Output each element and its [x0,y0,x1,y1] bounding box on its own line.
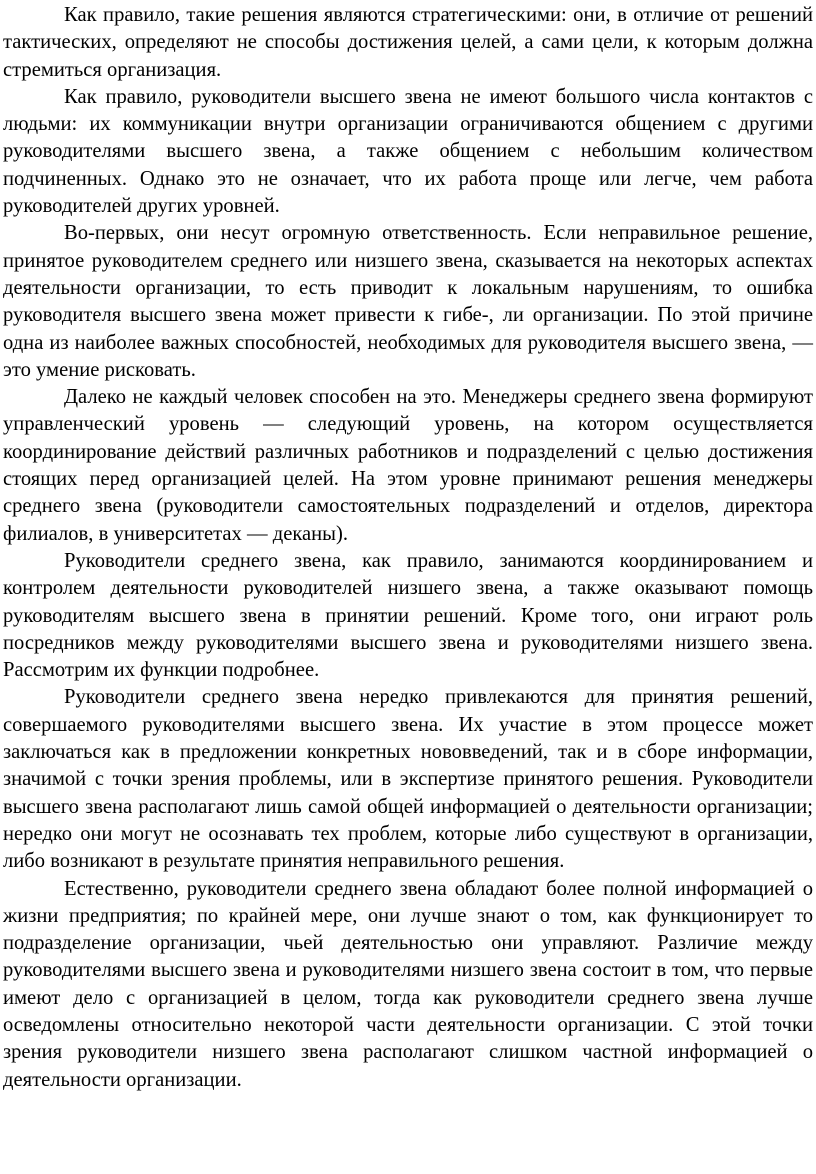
paragraph-5: Руководители среднего звена, как правило, занимаются координированием и контролем деятельности руководителей низшего звена, а также оказывают помощь руководителям высшего звена в принятии решений. Кроме того, они играют роль посредников между руководителями высшего звена и руководителями низшего звена. Рассмотрим их функции подробнее. [3,549,813,682]
paragraph-1: Как правило, такие решения являются стратегическими: они, в отличие от решений тактических, определяют не способы достижения целей, а сами цели, к которым должна стремиться организация. [3,4,813,81]
paragraph-4: Далеко не каждый человек способен на это. Менеджеры среднего звена формируют управленческий уровень — следующий уровень, на котором осуществляется координирование действий различных работников и подразделений с целью достижения стоящих перед организацией целей. На этом уровне принимают решения менеджеры среднего звена (руководители самостоятельных подразделений и отделов, директора филиалов, в университетах — деканы). [3,386,813,545]
paragraph-7: Естественно, руководители среднего звена обладают более полной информацией о жизни предприятия; по крайней мере, они лучше знают о том, как функционирует то подразделение организации, чьей деятельностью они управляют. Различие между руководителями высшего звена и руководителями низшего звена состоит в том, что первые имеют дело с организацией в целом, тогда как руководители среднего звена лучше осведомлены относительно некоторой части деятельности организации. С этой точки зрения руководители низшего звена располагают слишком частной информацией о деятельности организации. [3,877,813,1091]
paragraph-6: Руководители среднего звена нередко привлекаются для принятия решений, совершаемого руководителями высшего звена. Их участие в этом процессе может заключаться как в предложении конкретных нововведений, так и в сборе информации, значимой с точки зрения проблемы, или в экспертизе принятого решения. Руководители высшего звена располагают лишь самой общей информацией о деятельности организации; нередко они могут не осознавать тех проблем, которые либо существуют в организации, либо возникают в результате принятия неправильного решения. [3,686,813,873]
paragraph-3: Во-первых, они несут огромную ответственность. Если неправильное решение, принятое руководителем среднего или низшего звена, сказывается на некоторых аспектах деятельности организации, то есть приводит к локальным нарушениям, то ошибка руководителя высшего звена может привести к гибе-, ли организации. По этой причине одна из наиболее важных способностей, необходимых для руководителя высшего звена, — это умение рисковать. [3,222,813,381]
paragraph-2: Как правило, руководители высшего звена не имеют большого числа контактов с людьми: их коммуникации внутри организации ограничиваются общением с другими руководителями высшего звена, а также общением с небольшим количеством подчиненных. Однако это не означает, что их работа проще или легче, чем работа руководителей других уровней. [3,85,813,218]
